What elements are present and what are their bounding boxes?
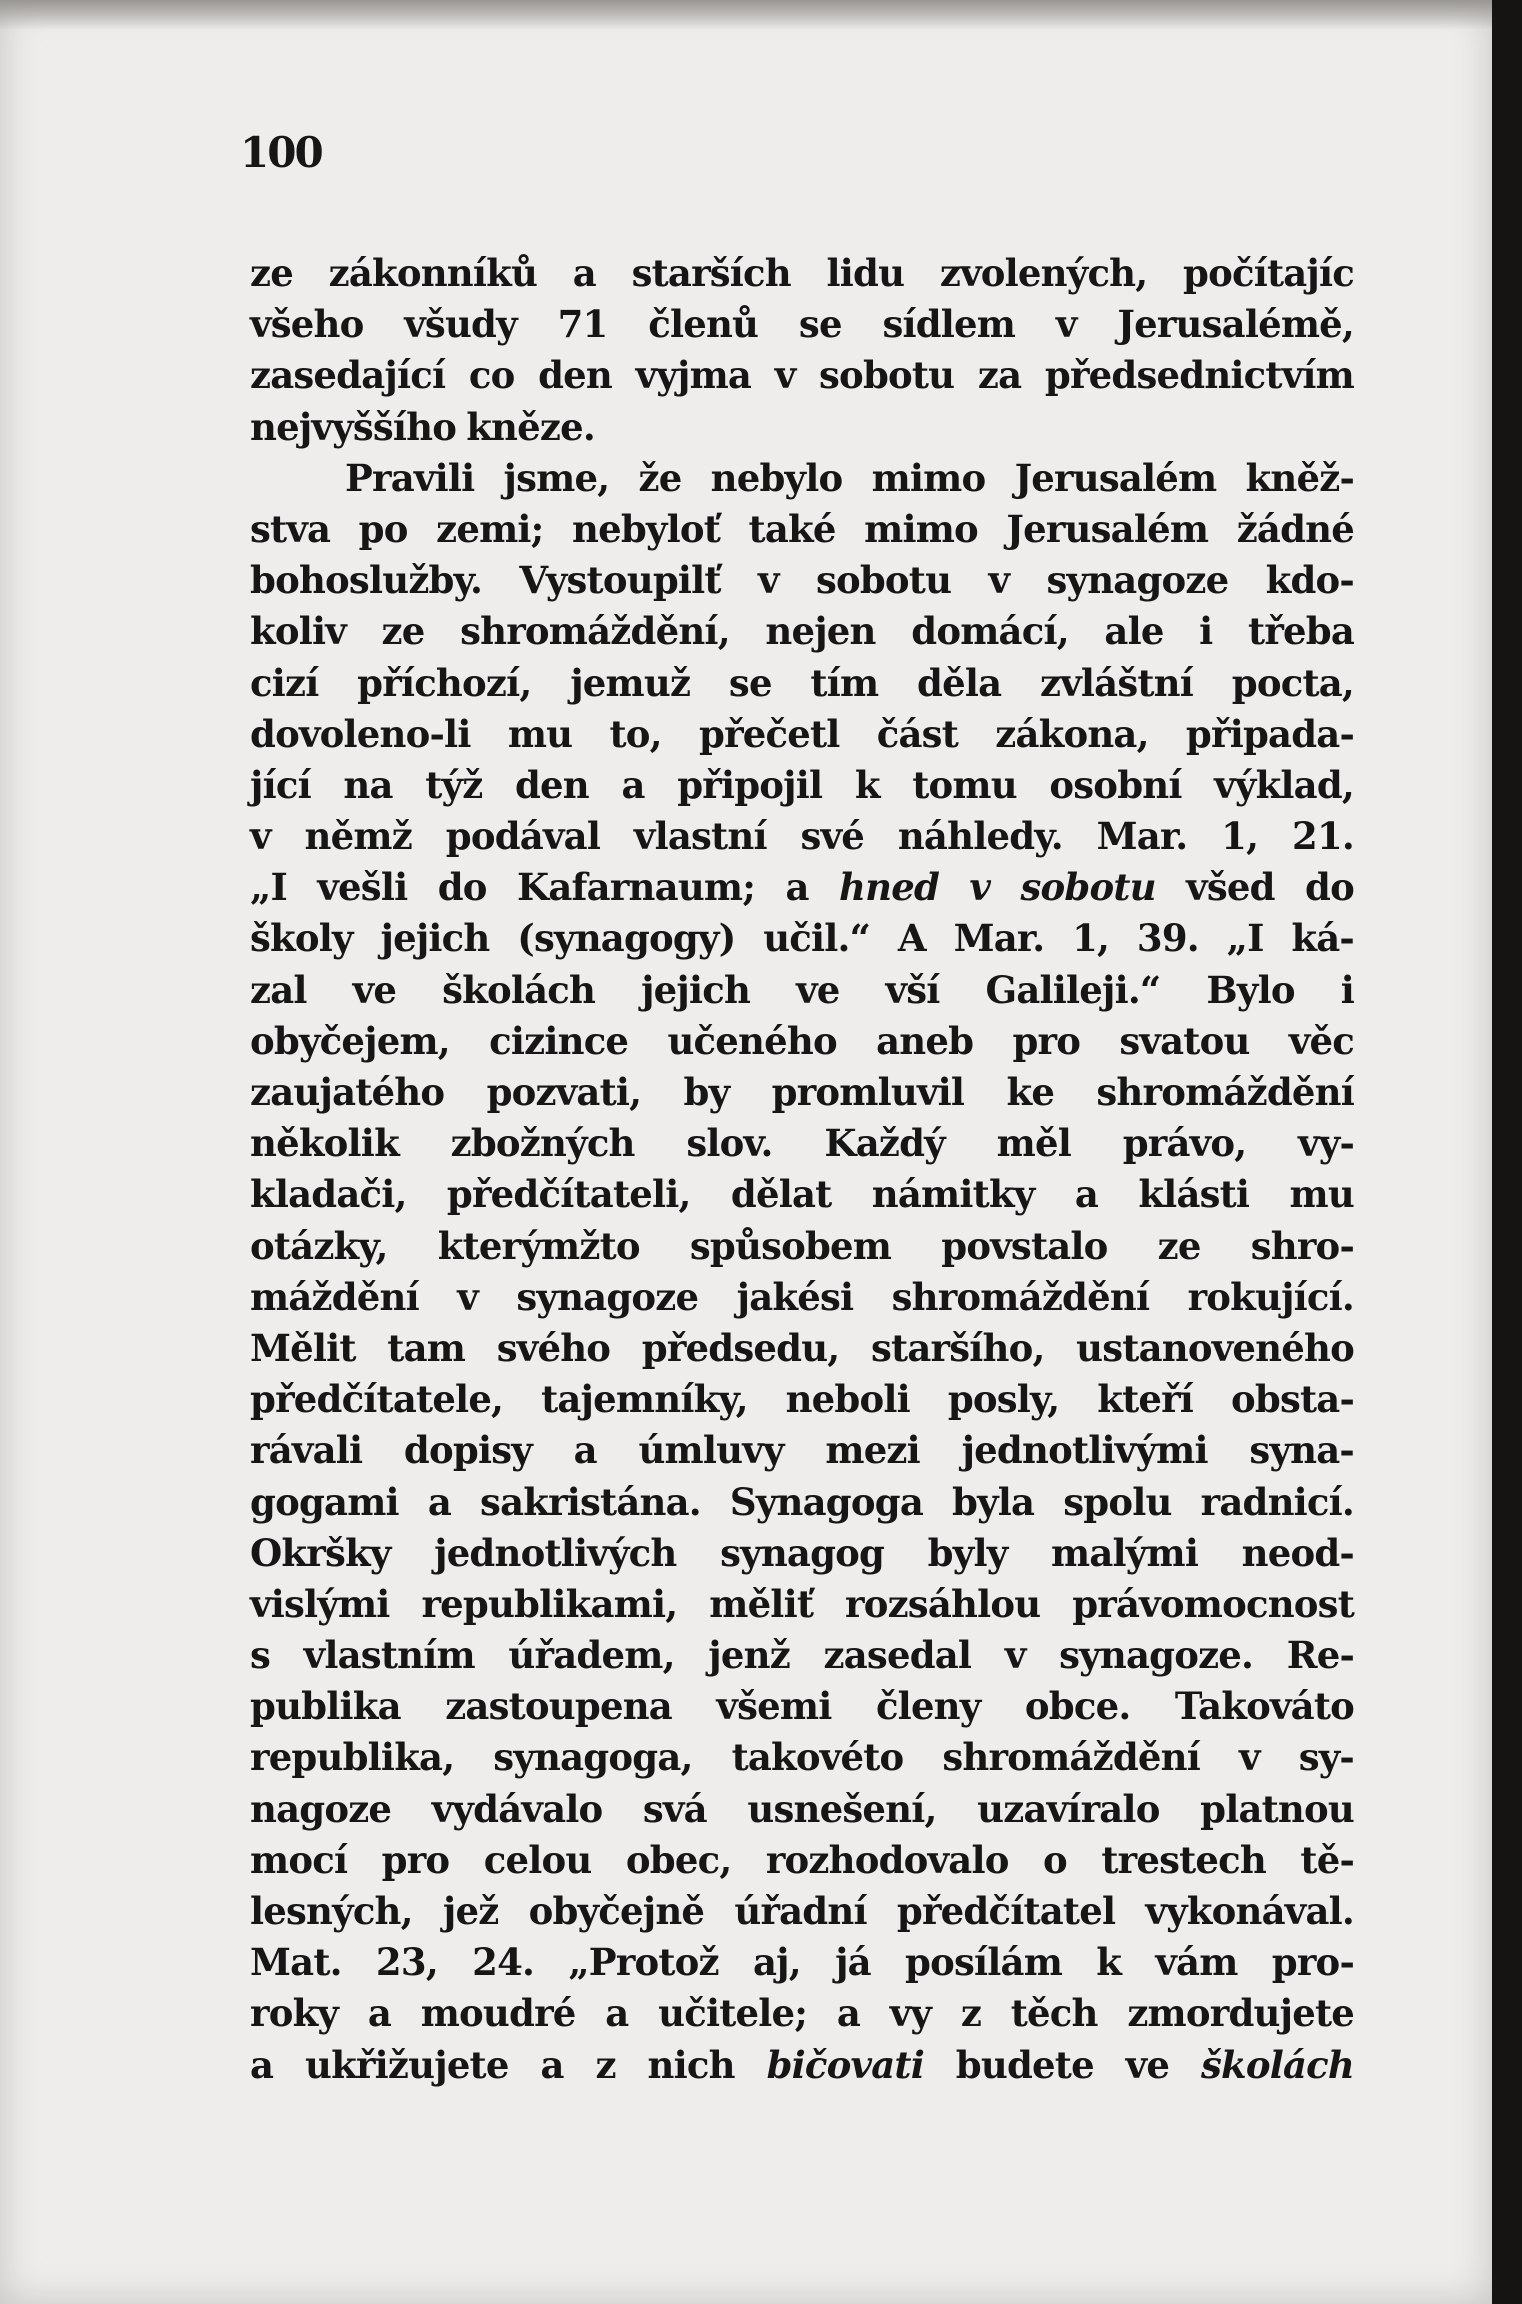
text-line [250,1374,1354,1425]
text-segment: otázky, kterýmžto spůsobem povstalo ze shro- [250,1223,1354,1268]
italic-text-segment: hned v sobotu [839,865,1156,910]
text-line [250,1988,1354,2039]
text-segment: Mělit tam svého předsedu, staršího, ustanoveného [250,1325,1354,1370]
text-line [250,299,1354,350]
text-line [250,1425,1354,1476]
text-line [250,1067,1354,1118]
text-segment: gogami a sakristána. Synagoga byla spolu radnicí. [250,1479,1354,1524]
text-line [250,606,1354,657]
text-line [250,1323,1354,1374]
text-segment: „I vešli do Kafarnaum; a [250,865,840,910]
text-line [250,555,1354,606]
text-segment: budete ve [923,2042,1201,2087]
text-line [250,1784,1354,1835]
text-line [250,965,1354,1016]
text-segment: stva po zemi; nebyloť také mimo Jerusalém žádné [250,506,1354,551]
text-line [250,1477,1354,1528]
text-line [250,913,1354,964]
text-line [250,1732,1354,1783]
text-line [250,402,1354,453]
text-segment: všed do [1155,865,1354,910]
text-segment: publika zastoupena všemi členy obce. Takováto [250,1684,1354,1729]
text-segment: roky a moudré a učitele; a vy z těch zmordujete [250,1991,1354,2036]
italic-text-segment: školách [1200,2042,1354,2087]
text-line [250,1579,1354,1630]
text-line [250,760,1354,811]
text-segment: předčítatele, tajemníky, neboli posly, kteří obsta- [250,1377,1354,1422]
text-line [250,1528,1354,1579]
text-line [250,1016,1354,1067]
text-segment: mocí pro celou obec, rozhodovalo o trestech tě- [250,1837,1354,1882]
text-segment: s vlastním úřadem, jenž zasedal v synagoze. Re- [250,1633,1354,1678]
text-segment: jící na týž den a připojil k tomu osobní výklad, [250,762,1354,807]
text-line [250,350,1354,401]
text-segment: nagoze vydávalo svá usnešení, uzavíralo platnou [250,1786,1354,1831]
text-segment: kladači, předčítateli, dělat námitky a klásti mu [250,1172,1354,1217]
text-line [250,709,1354,760]
text-segment: vislými republikami, měliť rozsáhlou právomocnost [250,1581,1354,1626]
text-line [250,1118,1354,1169]
text-line [250,2040,1354,2091]
text-segment: Pravili jsme, že nebylo mimo Jerusalém kněž- [345,455,1354,500]
text-line [250,453,1354,504]
text-segment: všeho všudy 71 členů se sídlem v Jerusalémě, [250,302,1354,347]
text-line [250,862,1354,913]
text-segment: nejvyššího kněze. [250,404,595,449]
text-segment: zal ve školách jejich ve vší Galileji.“ Bylo i [250,967,1354,1012]
text-segment: obyčejem, cizince učeného aneb pro svatou věc [250,1018,1354,1063]
text-segment: a ukřižujete a z nich [250,2042,767,2087]
text-segment: cizí příchozí, jemuž se tím děla zvláštní pocta, [250,660,1354,705]
text-segment: několik zbožných slov. Každý měl právo, vy- [250,1121,1354,1166]
text-segment: zaujatého pozvati, by promluvil ke shromáždění [250,1070,1354,1114]
text-segment: v němž podával vlastní své náhledy. Mar. 1, 21. [250,814,1354,859]
scan-dark-edge [1492,0,1522,2304]
text-segment: Okršky jednotlivých synagog byly malými neod- [250,1530,1354,1575]
text-line [250,1681,1354,1732]
text-segment: Mat. 23, 24. „Protož aj, já posílám k vám pro- [250,1940,1354,1985]
text-line [250,1835,1354,1886]
text-segment: rávali dopisy a úmluvy mezi jednotlivými syna- [250,1428,1354,1473]
text-segment: republika, synagoga, takovéto shromáždění v sy- [250,1735,1354,1780]
text-segment: bohoslužby. Vystoupilť v sobotu v synagoze kdo- [250,558,1354,603]
text-segment: koliv ze shromáždění, nejen domácí, ale i třeba [250,609,1354,654]
text-line [250,1937,1354,1988]
text-line [250,658,1354,709]
text-segment: lesných, jež obyčejně úřadní předčítatel vykonával. [250,1889,1354,1933]
text-segment: máždění v synagoze jakési shromáždění rokující. [250,1274,1354,1319]
text-line [250,504,1354,555]
body-text [250,248,1354,2091]
text-segment: zasedající co den vyjma v sobotu za předsednictvím [250,353,1354,398]
text-line [250,1272,1354,1323]
page-number: 100 [240,128,322,177]
text-line [250,1169,1354,1220]
page-top-edge-shadow [0,0,1492,30]
italic-text-segment: bičovati [766,2042,924,2087]
text-line [250,1630,1354,1681]
text-segment: školy jejich (synagogy) učil.“ A Mar. 1, 39. „I ká- [250,916,1354,961]
text-segment: ze zákonníků a starších lidu zvolených, počítajíc [250,251,1354,295]
text-line [250,1221,1354,1272]
text-line [250,1886,1354,1937]
text-line [250,811,1354,862]
text-line [250,248,1354,299]
text-segment: dovoleno-li mu to, přečetl část zákona, připada- [250,711,1354,756]
